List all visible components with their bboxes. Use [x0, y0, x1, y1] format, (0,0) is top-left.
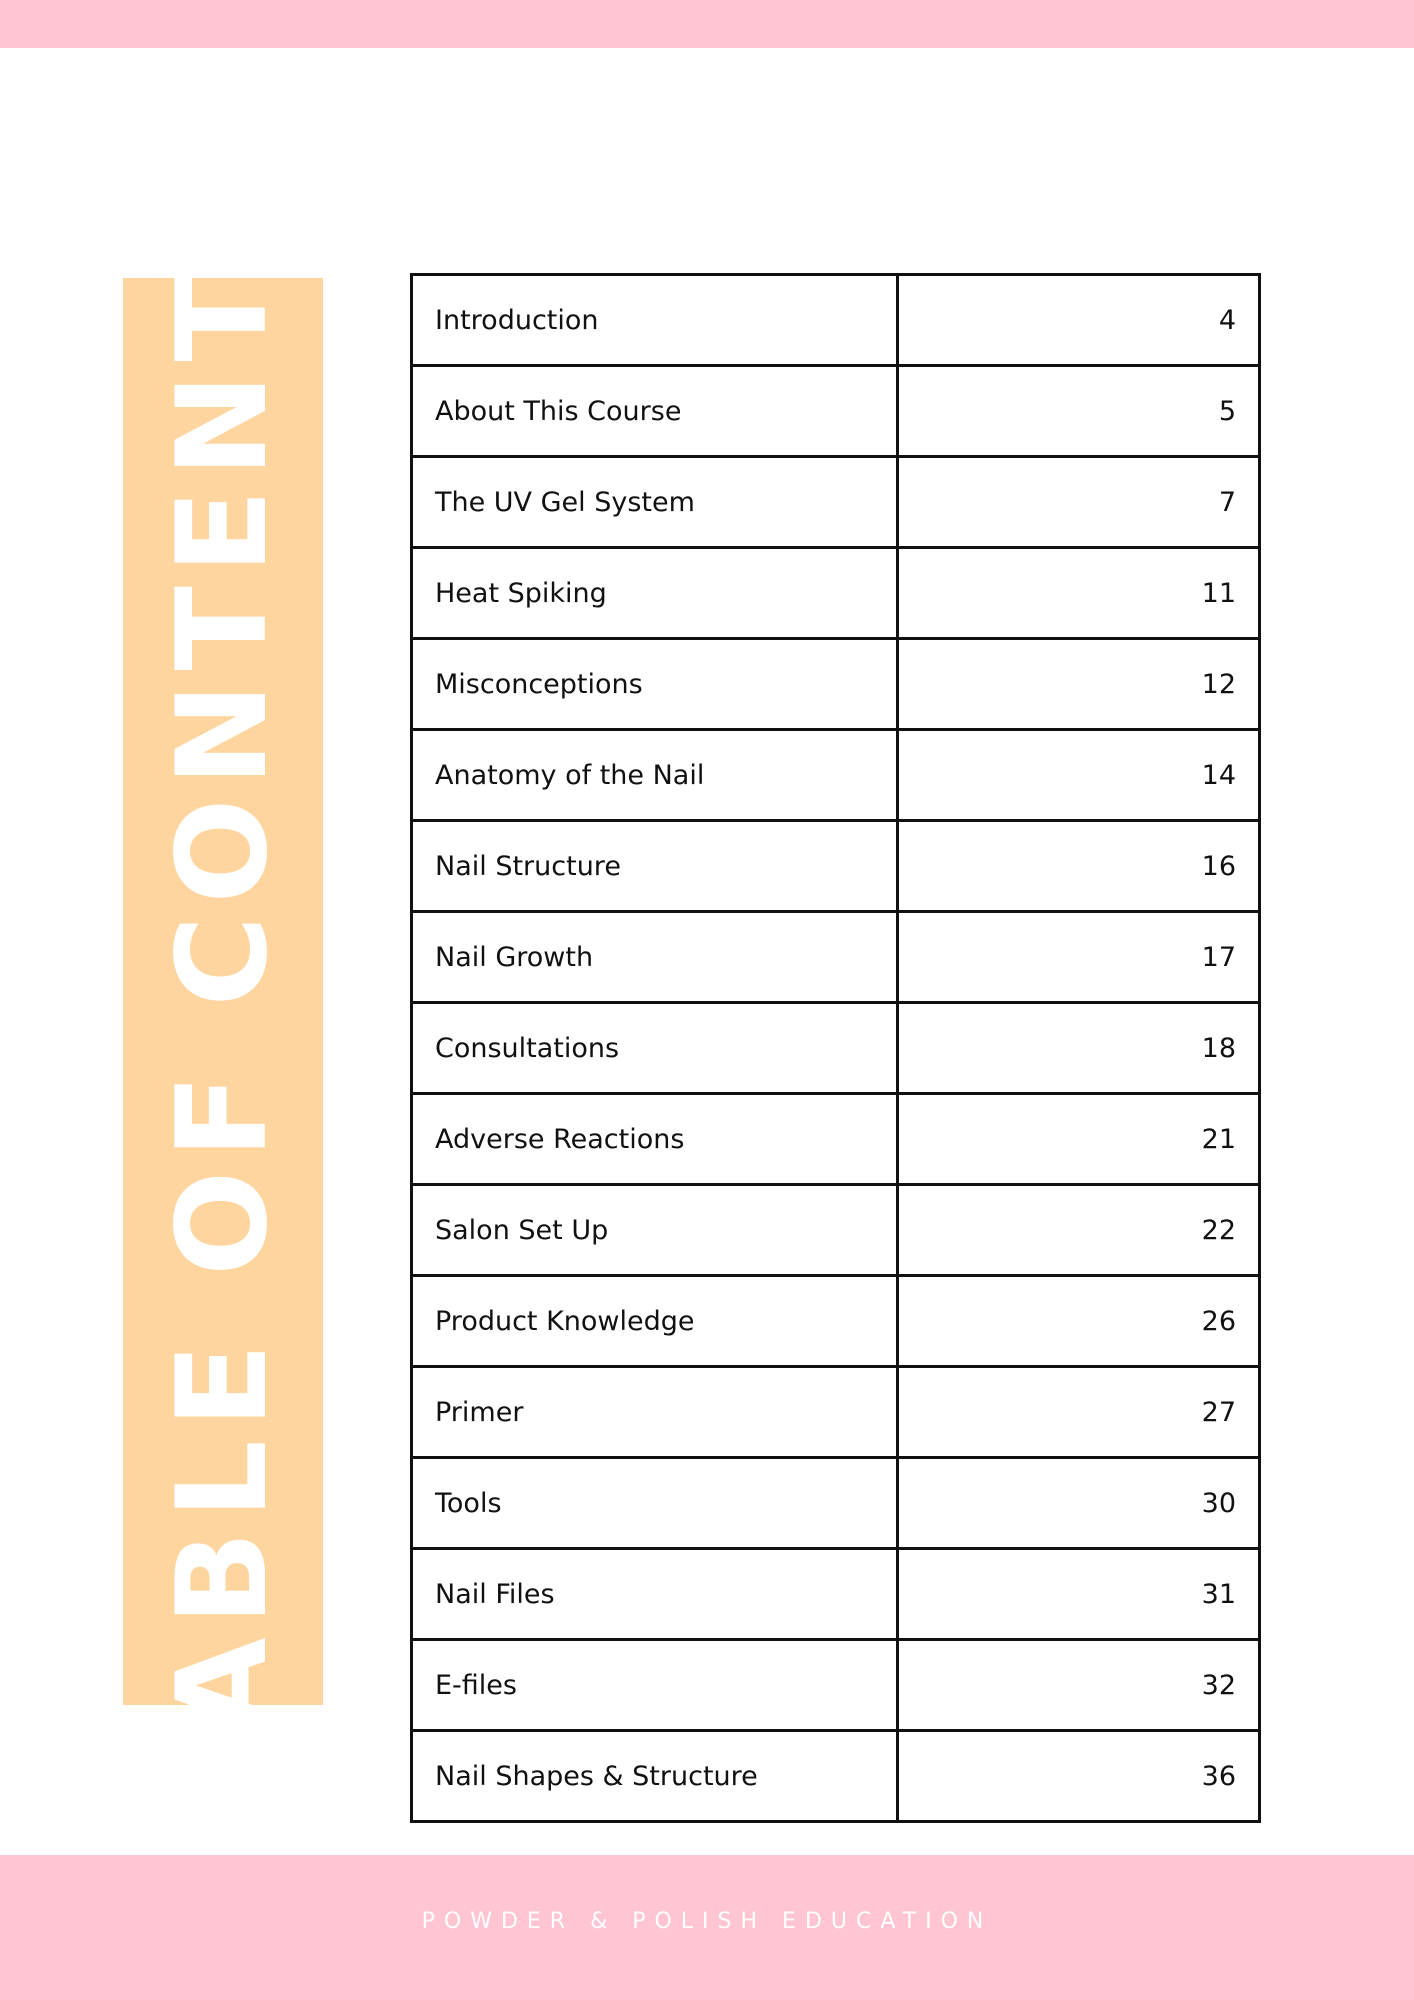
toc-entry-title: Misconceptions — [412, 639, 898, 730]
toc-entry-title: Tools — [412, 1458, 898, 1549]
toc-entry-page: 27 — [898, 1367, 1260, 1458]
toc-entry-title: Salon Set Up — [412, 1185, 898, 1276]
table-row — [412, 548, 1260, 639]
table-row — [412, 275, 1260, 366]
side-title-panel — [123, 163, 323, 1820]
toc-entry-page: 32 — [898, 1640, 1260, 1731]
toc-entry-title: Nail Shapes & Structure — [412, 1731, 898, 1822]
toc-entry-title: Product Knowledge — [412, 1276, 898, 1367]
table-row — [412, 1549, 1260, 1640]
toc-entry-page: 7 — [898, 457, 1260, 548]
toc-entry-title: Nail Structure — [412, 821, 898, 912]
toc-table — [410, 273, 1261, 1823]
table-row — [412, 639, 1260, 730]
toc-entry-title: About This Course — [412, 366, 898, 457]
footer-brand: POWDER & POLISH EDUCATION — [421, 1909, 993, 1934]
table-row — [412, 730, 1260, 821]
toc-entry-title: E-files — [412, 1640, 898, 1731]
toc-entry-page: 26 — [898, 1276, 1260, 1367]
table-row — [412, 1458, 1260, 1549]
table-row — [412, 1276, 1260, 1367]
toc-entry-title: The UV Gel System — [412, 457, 898, 548]
table-row — [412, 366, 1260, 457]
toc-entry-title: Heat Spiking — [412, 548, 898, 639]
toc-entry-title: Introduction — [412, 275, 898, 366]
table-row — [412, 821, 1260, 912]
toc-entry-page: 21 — [898, 1094, 1260, 1185]
toc-entry-title: Nail Growth — [412, 912, 898, 1003]
toc-entry-page: 30 — [898, 1458, 1260, 1549]
table-row — [412, 1094, 1260, 1185]
toc-entry-page: 14 — [898, 730, 1260, 821]
toc-entry-page: 11 — [898, 548, 1260, 639]
toc-entry-page: 17 — [898, 912, 1260, 1003]
table-row — [412, 1731, 1260, 1822]
toc-entry-title: Nail Files — [412, 1549, 898, 1640]
table-row — [412, 1367, 1260, 1458]
table-row — [412, 1640, 1260, 1731]
toc-entry-page: 18 — [898, 1003, 1260, 1094]
table-row — [412, 457, 1260, 548]
toc-entry-page: 12 — [898, 639, 1260, 730]
toc-entry-page: 5 — [898, 366, 1260, 457]
table-row — [412, 1003, 1260, 1094]
table-row — [412, 1185, 1260, 1276]
table-row — [412, 912, 1260, 1003]
toc-entry-title: Anatomy of the Nail — [412, 730, 898, 821]
toc-entry-page: 16 — [898, 821, 1260, 912]
toc-entry-page: 22 — [898, 1185, 1260, 1276]
toc-entry-page: 4 — [898, 275, 1260, 366]
top-band — [0, 0, 1414, 48]
bottom-band — [0, 1855, 1414, 2000]
toc-entry-title: Adverse Reactions — [412, 1094, 898, 1185]
toc-entry-page: 36 — [898, 1731, 1260, 1822]
toc-entry-page: 31 — [898, 1549, 1260, 1640]
toc-entry-title: Consultations — [412, 1003, 898, 1094]
toc-body — [412, 275, 1260, 1822]
toc-entry-title: Primer — [412, 1367, 898, 1458]
side-title: TABLE OF CONTENTS — [151, 163, 295, 1820]
